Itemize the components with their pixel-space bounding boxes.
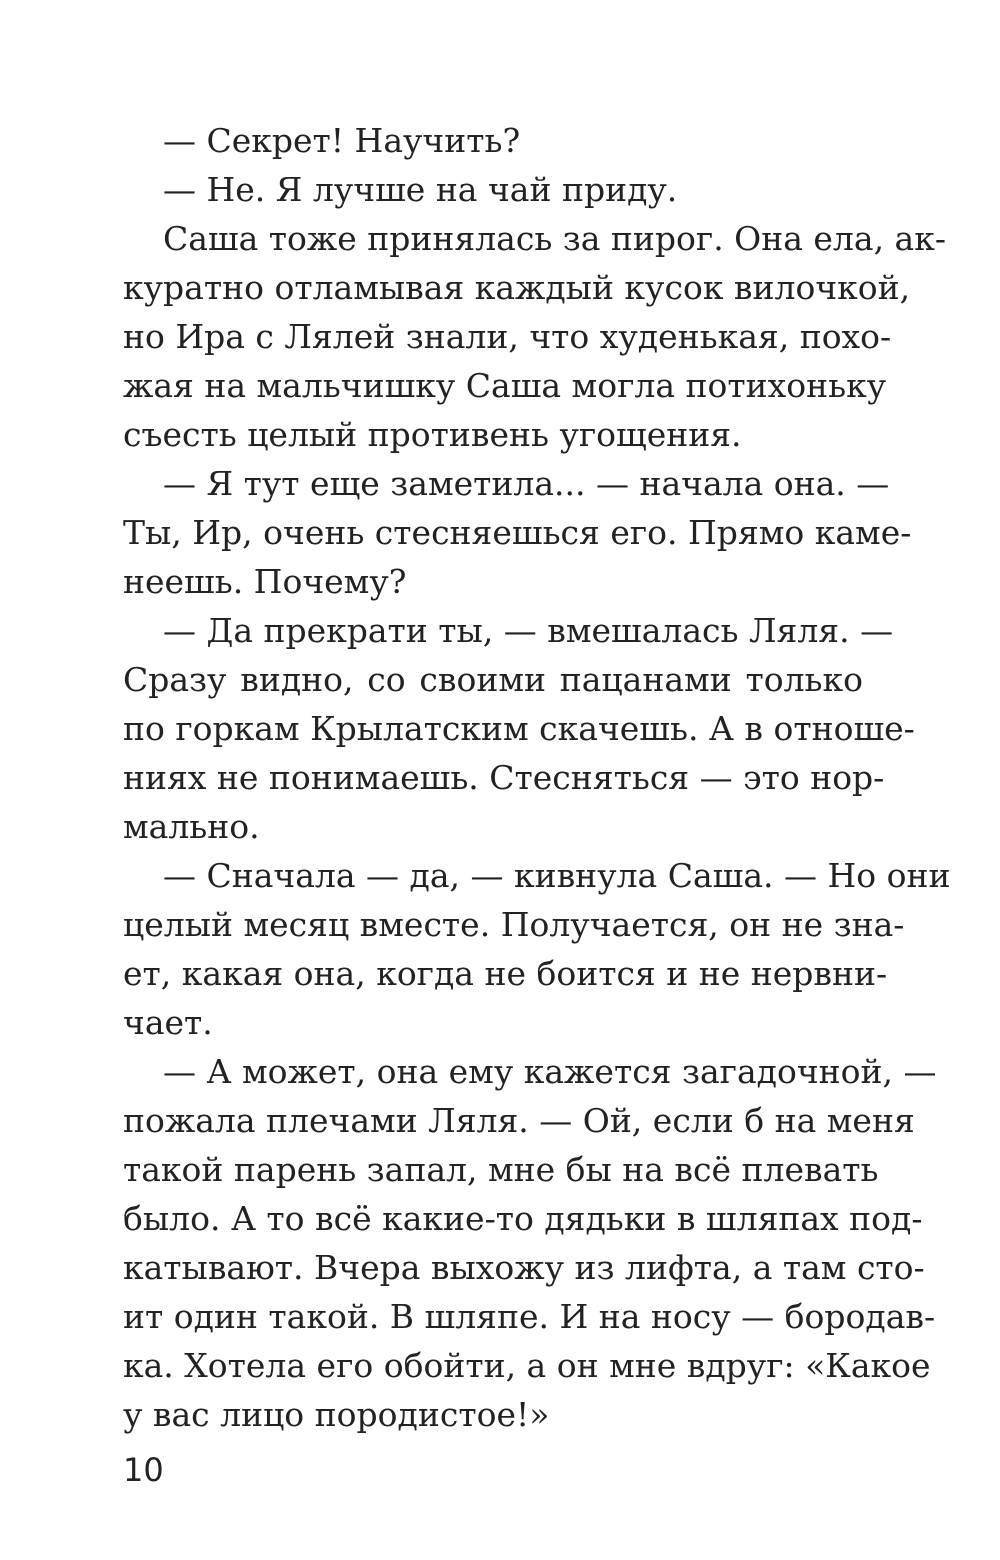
text-line: Ты, Ир, очень стесняешься его. Прямо каме-: [123, 513, 912, 552]
text-line: у вас лицо породистое!»: [123, 1395, 550, 1434]
text-line: жая на мальчишку Саша могла потихоньку: [123, 366, 887, 405]
text-line: мально.: [123, 807, 260, 846]
text-line: целый месяц вместе. Получается, он не зна-: [123, 905, 905, 944]
text-line: съесть целый противень угощения.: [123, 415, 742, 454]
text-line: ниях не понимаешь. Стесняться — это нор-: [123, 758, 885, 797]
text-line: ет, какая она, когда не боится и не нервни-: [123, 954, 888, 993]
text-line: Сразу видно, со своими пацанами только: [123, 660, 863, 699]
text-line: такой парень запал, мне бы на всё плевать: [123, 1150, 879, 1189]
page-number: 10: [123, 1451, 164, 1489]
body-text: [123, 116, 951, 1439]
text-line: — Сначала — да, — кивнула Саша. — Но они: [163, 856, 951, 895]
text-line: — Секрет! Научить?: [163, 121, 521, 160]
text-line: — Да прекрати ты, — вмешалась Ляля. —: [163, 611, 894, 650]
text-line: куратно отламывая каждый кусок вилочкой,: [123, 268, 911, 307]
text-line: Саша тоже принялась за пирог. Она ела, ак-: [163, 219, 946, 258]
text-line: катывают. Вчера выхожу из лифта, а там сто-: [123, 1248, 925, 1287]
text-line: неешь. Почему?: [123, 562, 407, 601]
text-line: ит один такой. В шляпе. И на носу — бородав-: [123, 1297, 936, 1336]
text-line: ка. Хотела его обойти, а он мне вдруг: «Какое: [123, 1346, 931, 1385]
text-line: — Я тут еще заметила... — начала она. —: [163, 464, 890, 503]
text-line: пожала плечами Ляля. — Ой, если б на меня: [123, 1101, 915, 1140]
text-line: было. А то всё какие-то дядьки в шляпах под-: [123, 1199, 923, 1238]
text-line: — А может, она ему кажется загадочной, —: [163, 1052, 937, 1091]
text-line: — Не. Я лучше на чай приду.: [163, 170, 678, 209]
text-line: по горкам Крылатским скачешь. А в отноше-: [123, 709, 915, 748]
text-line: чает.: [123, 1003, 213, 1042]
text-line: но Ира с Лялей знали, что худенькая, похо-: [123, 317, 892, 356]
